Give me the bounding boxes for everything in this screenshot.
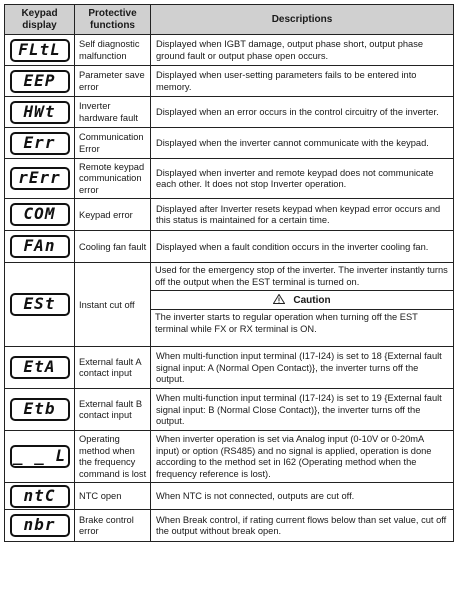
description-cell: Displayed after Inverter resets keypad when keypad error occurs and this status is maintained for a certain time. (151, 199, 454, 231)
table-row (5, 483, 454, 510)
function-cell: NTC open (75, 483, 151, 510)
keypad-display-code: COM (10, 203, 70, 226)
table-row (5, 231, 454, 263)
protective-functions-page (4, 4, 454, 542)
description-cell: Displayed when a fault condition occurs in the inverter cooling fan. (151, 231, 454, 263)
keypad-display-code: Err (10, 132, 70, 155)
description-cell: When multi-function input terminal (I17-I24) is set to 19 {External fault signal input: B (Normal Close Contact)}, the inverter turns off the output. (151, 389, 454, 431)
description-cell: When Break control, if rating current flows below than set value, cut off the output without break open. (151, 510, 454, 542)
function-cell: Parameter save error (75, 66, 151, 97)
header-descriptions: Descriptions (151, 5, 454, 35)
function-cell: Communication Error (75, 128, 151, 159)
function-cell: External fault B contact input (75, 389, 151, 431)
table-row (5, 35, 454, 66)
description-cell: Displayed when inverter and remote keypad does not communicate each other. It does not stop Inverter operation. (151, 159, 454, 199)
keypad-display-code: Etb (10, 398, 70, 421)
caution-text: The inverter starts to regular operation when turning off the EST terminal while FX or RX terminal is ON. (155, 312, 418, 334)
table-row (5, 263, 454, 347)
table-row (5, 431, 454, 483)
function-cell: Cooling fan fault (75, 231, 151, 263)
keypad-display-code: nbr (10, 514, 70, 537)
keypad-display-code: ESt (10, 293, 70, 316)
function-cell: Keypad error (75, 199, 151, 231)
description-cell: Displayed when the inverter cannot communicate with the keypad. (151, 128, 454, 159)
table-header-row (5, 5, 454, 35)
description-cell: When NTC is not connected, outputs are cut off. (151, 483, 454, 510)
keypad-display-code: rErr (10, 167, 70, 190)
function-cell: Brake control error (75, 510, 151, 542)
keypad-display-code: _ _ L (10, 445, 70, 468)
description-cell: When inverter operation is set via Analog input (0-10V or 0-20mA input) or option (RS485) and no signal is applied, operation is done according to the method set in I62 (Operating method when the frequency reference is lost). (151, 431, 454, 483)
description-cell: Displayed when an error occurs in the control circuitry of the inverter. (151, 97, 454, 128)
header-protective-functions: Protective functions (75, 5, 151, 35)
description-cell: Displayed when IGBT damage, output phase short, output phase ground fault or output phase open occurs. (151, 35, 454, 66)
description-cell: When multi-function input terminal (I17-I24) is set to 18 {External fault signal input: A (Normal Open Contact)}, the inverter turns off the output. (151, 347, 454, 389)
description-cell: Displayed when user-setting parameters fails to be entered into memory. (151, 66, 454, 97)
keypad-display-code: ntC (10, 485, 70, 508)
function-cell: Instant cut off (75, 263, 151, 347)
function-cell: External fault A contact input (75, 347, 151, 389)
keypad-display-code: EEP (10, 70, 70, 93)
caution-label: Caution (293, 295, 331, 307)
function-cell: Self diagnostic malfunction (75, 35, 151, 66)
table-row (5, 97, 454, 128)
function-cell: Operating method when the frequency command is lost (75, 431, 151, 483)
keypad-display-code: HWt (10, 101, 70, 124)
keypad-display-code: EtA (10, 356, 70, 379)
description-cell: Used for the emergency stop of the inverter. The inverter instantly turns off the output when the EST terminal is turned on. (155, 265, 448, 287)
table-row (5, 66, 454, 97)
keypad-display-code: FAn (10, 235, 70, 258)
table-row (5, 389, 454, 431)
keypad-display-code: FLtL (10, 39, 70, 62)
table-row (5, 510, 454, 542)
table-row (5, 347, 454, 389)
table-row (5, 128, 454, 159)
table-row (5, 199, 454, 231)
header-keypad-display: Keypad display (5, 5, 75, 35)
function-cell: Inverter hardware fault (75, 97, 151, 128)
table-row (5, 159, 454, 199)
function-cell: Remote keypad communication error (75, 159, 151, 199)
warning-icon (273, 294, 285, 304)
caution-heading (151, 290, 453, 310)
protective-functions-table (4, 4, 454, 542)
